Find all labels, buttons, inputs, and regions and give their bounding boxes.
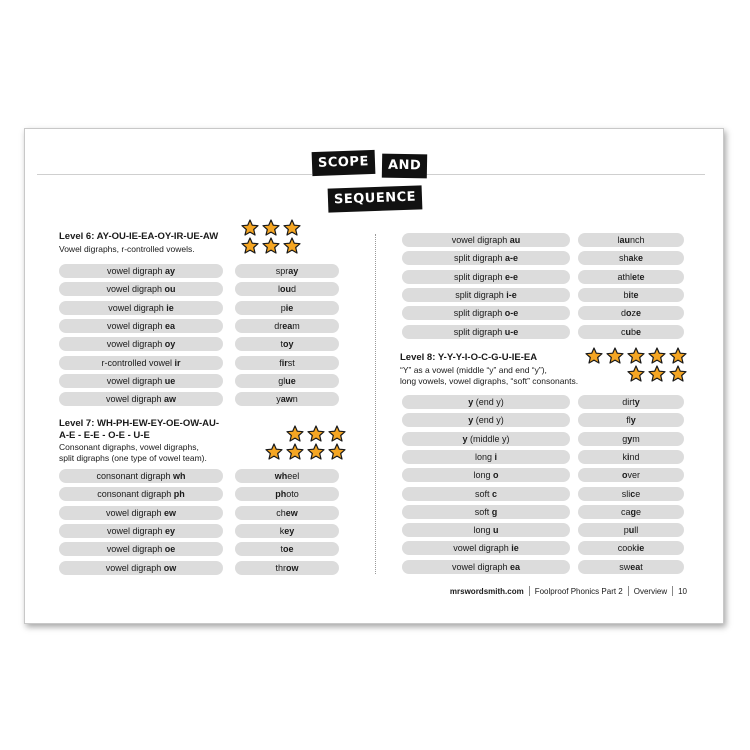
bold-grapheme: ie bbox=[636, 543, 645, 554]
bold-grapheme: u bbox=[625, 326, 631, 337]
example-word-pill bbox=[578, 487, 684, 501]
pill-text: sh bbox=[618, 253, 629, 264]
star-icon bbox=[627, 347, 645, 364]
star-icon bbox=[262, 237, 280, 254]
grapheme-pill bbox=[402, 288, 570, 302]
title-scope: SCOPE bbox=[312, 150, 376, 176]
pill-text: t bbox=[631, 289, 634, 300]
bold-grapheme: ea bbox=[282, 320, 293, 331]
grapheme-pill bbox=[59, 561, 223, 575]
pill-text: vowel digraph bbox=[106, 544, 165, 555]
bold-grapheme: ue bbox=[164, 375, 176, 386]
pill-text: vowel digraph bbox=[451, 235, 510, 245]
bold-grapheme: ew bbox=[164, 507, 177, 518]
bold-grapheme: ay bbox=[165, 266, 176, 276]
footer-page-number: 10 bbox=[678, 586, 687, 596]
example-word-pill bbox=[578, 395, 684, 409]
bold-grapheme: e-e bbox=[505, 271, 519, 282]
pill-text: (middle y) bbox=[467, 433, 510, 444]
example-word-pill bbox=[235, 356, 339, 370]
bold-grapheme: y bbox=[634, 397, 640, 407]
pill-text: split digraph bbox=[453, 253, 505, 264]
example-word-pill bbox=[578, 523, 684, 537]
bold-grapheme: ie bbox=[285, 302, 294, 313]
example-word-pill bbox=[235, 487, 339, 501]
level-6-description: Vowel digraphs, r-controlled vowels. bbox=[59, 244, 195, 254]
star-icon bbox=[648, 365, 666, 382]
grapheme-pill bbox=[402, 468, 570, 482]
star-icon bbox=[241, 219, 259, 236]
pill-text: y bbox=[276, 394, 281, 405]
pill-text: sli bbox=[621, 488, 631, 499]
pill-text: split digraph bbox=[453, 271, 505, 282]
pill-text: st bbox=[287, 357, 295, 368]
example-word-pill bbox=[235, 542, 339, 556]
grapheme-pill bbox=[59, 301, 223, 315]
column-divider bbox=[375, 234, 376, 574]
bold-grapheme: ay bbox=[288, 266, 299, 276]
footer-separator bbox=[628, 586, 629, 596]
pill-text: split digraph bbox=[453, 326, 505, 337]
pill-text: (end y) bbox=[473, 397, 504, 407]
pill-text: spr bbox=[275, 266, 289, 276]
bold-grapheme: ue bbox=[285, 375, 296, 386]
example-word-pill bbox=[578, 432, 684, 446]
level-8-description-line2: long vowels, vowel digraphs, “soft” consonants. bbox=[400, 376, 579, 386]
bold-grapheme: ph bbox=[275, 489, 287, 500]
grapheme-pill bbox=[402, 505, 570, 519]
grapheme-pill bbox=[402, 270, 570, 284]
bold-grapheme: ey bbox=[165, 525, 176, 536]
pill-text: b bbox=[623, 289, 629, 300]
pill-text: z bbox=[631, 308, 636, 319]
bold-grapheme: ow bbox=[286, 562, 299, 573]
bold-grapheme: i bbox=[628, 289, 631, 300]
pill-text: dirt bbox=[622, 397, 635, 407]
pill-text: r-controlled vowel bbox=[101, 357, 175, 368]
star-icon bbox=[262, 219, 280, 236]
bold-grapheme: a-e bbox=[505, 253, 519, 264]
title-and: AND bbox=[382, 154, 428, 179]
grapheme-pill bbox=[402, 233, 570, 247]
bold-grapheme: o bbox=[626, 308, 632, 319]
bold-grapheme: aw bbox=[280, 394, 293, 405]
star-icon bbox=[627, 365, 645, 382]
star-row bbox=[286, 425, 346, 442]
example-word-pill bbox=[235, 264, 339, 278]
bold-grapheme: o bbox=[493, 470, 499, 481]
grapheme-pill bbox=[59, 374, 223, 388]
star-icon bbox=[328, 425, 346, 442]
pill-text: c bbox=[620, 326, 626, 337]
bold-grapheme: ea bbox=[630, 561, 641, 572]
level-7-title-line1: Level 7: WH-PH-EW-EY-OE-OW-AU- bbox=[59, 418, 220, 429]
grapheme-pill bbox=[59, 469, 223, 483]
pill-text: vowel digraph bbox=[106, 320, 166, 331]
pill-text: t bbox=[640, 561, 643, 572]
bold-grapheme: g bbox=[630, 506, 636, 517]
bold-grapheme: ie bbox=[511, 543, 519, 554]
example-word-pill bbox=[578, 306, 684, 320]
document-page bbox=[24, 128, 724, 624]
pill-text: vowel digraph bbox=[108, 302, 167, 313]
grapheme-pill bbox=[402, 541, 570, 555]
bold-grapheme: u bbox=[493, 525, 499, 536]
pill-text: m bbox=[292, 320, 300, 331]
pill-text: vowel digraph bbox=[453, 543, 512, 554]
example-word-pill bbox=[578, 325, 684, 339]
example-word-pill bbox=[578, 505, 684, 519]
bold-grapheme: ir bbox=[174, 357, 181, 368]
pill-text: (end y) bbox=[473, 415, 504, 426]
pill-text: vowel digraph bbox=[106, 525, 166, 536]
footer-book-title: Foolproof Phonics Part 2 bbox=[534, 586, 623, 596]
pill-text: long bbox=[474, 451, 495, 462]
star-icon bbox=[669, 347, 687, 364]
example-word-pill bbox=[578, 450, 684, 464]
bold-grapheme: ey bbox=[284, 525, 295, 536]
bold-grapheme: e bbox=[638, 253, 644, 264]
bold-grapheme: e bbox=[636, 308, 642, 319]
grapheme-pill bbox=[59, 282, 223, 296]
pill-text: k bbox=[279, 525, 285, 536]
footer-separator bbox=[672, 586, 673, 596]
grapheme-pill bbox=[402, 450, 570, 464]
pill-text: p bbox=[280, 302, 286, 313]
bold-grapheme: aw bbox=[164, 394, 177, 405]
bold-grapheme: y bbox=[468, 415, 474, 426]
page-footer bbox=[450, 586, 687, 596]
bold-grapheme: wh bbox=[274, 471, 288, 481]
bold-grapheme: i bbox=[494, 451, 498, 462]
pill-text: dr bbox=[274, 320, 283, 331]
example-word-pill bbox=[235, 319, 339, 333]
bold-grapheme: ea bbox=[510, 561, 521, 572]
pill-text: soft bbox=[474, 488, 492, 499]
star-icon bbox=[265, 443, 283, 460]
grapheme-pill bbox=[402, 306, 570, 320]
bold-grapheme: y bbox=[627, 433, 633, 444]
bold-grapheme: ow bbox=[163, 562, 177, 573]
pill-text: long bbox=[473, 525, 494, 536]
pill-text: vowel digraph bbox=[451, 561, 511, 572]
bold-grapheme: ea bbox=[165, 320, 176, 331]
example-word-pill bbox=[235, 524, 339, 538]
pill-text: soft bbox=[474, 506, 492, 517]
pill-text: l bbox=[617, 235, 620, 245]
pill-text: p bbox=[623, 525, 629, 536]
star-icon bbox=[286, 443, 304, 460]
bold-grapheme: ou bbox=[164, 284, 176, 295]
pill-text: t bbox=[280, 544, 283, 555]
bold-grapheme: wh bbox=[173, 471, 186, 481]
pill-text: ca bbox=[620, 506, 631, 517]
bold-grapheme: c bbox=[492, 488, 498, 499]
pill-text: g bbox=[622, 433, 628, 444]
bold-grapheme: ou bbox=[279, 284, 291, 295]
grapheme-pill bbox=[59, 356, 223, 370]
pill-text: vowel digraph bbox=[105, 562, 164, 573]
pill-text: long bbox=[473, 470, 494, 481]
bold-grapheme: y bbox=[468, 397, 474, 407]
level-6-title: Level 6: AY-OU-IE-EA-OY-IR-UE-AW bbox=[59, 231, 219, 242]
star-row bbox=[241, 237, 301, 254]
pill-text: f bbox=[279, 357, 282, 368]
example-word-pill bbox=[578, 288, 684, 302]
grapheme-pill bbox=[402, 487, 570, 501]
grapheme-pill bbox=[402, 325, 570, 339]
level-8-title: Level 8: Y-Y-Y-I-O-C-G-U-IE-EA bbox=[400, 352, 538, 363]
grapheme-pill bbox=[402, 251, 570, 265]
grapheme-pill bbox=[402, 523, 570, 537]
pill-text: e bbox=[636, 506, 642, 517]
pill-text: cook bbox=[617, 543, 637, 554]
bold-grapheme: e bbox=[639, 271, 645, 282]
pill-text: split digraph bbox=[453, 308, 505, 319]
star-row bbox=[241, 219, 301, 236]
pill-text: gl bbox=[278, 375, 286, 386]
star-icon bbox=[648, 347, 666, 364]
grapheme-pill bbox=[402, 395, 570, 409]
level-8-description-line1: “Y” as a vowel (middle “y” and end “y”), bbox=[400, 365, 547, 375]
bold-grapheme: o-e bbox=[504, 308, 519, 319]
bold-grapheme: y bbox=[462, 433, 468, 444]
footer-section: Overview bbox=[633, 586, 668, 596]
pill-text: nd bbox=[629, 451, 640, 462]
example-word-pill bbox=[235, 561, 339, 575]
bold-grapheme: c bbox=[630, 488, 636, 499]
grapheme-pill bbox=[59, 524, 223, 538]
star-icon bbox=[585, 347, 603, 364]
example-word-pill bbox=[578, 251, 684, 265]
grapheme-pill bbox=[402, 560, 570, 574]
star-icon bbox=[669, 365, 687, 382]
pill-text: n bbox=[292, 394, 298, 405]
level-8-stars bbox=[585, 347, 687, 382]
example-word-pill bbox=[235, 374, 339, 388]
example-word-pill bbox=[578, 233, 684, 247]
grapheme-pill bbox=[59, 542, 223, 556]
example-word-pill bbox=[235, 301, 339, 315]
bold-grapheme: g bbox=[491, 506, 498, 517]
pill-text: k bbox=[622, 451, 627, 462]
grapheme-pill bbox=[59, 264, 223, 278]
example-word-pill bbox=[578, 560, 684, 574]
pill-text: oto bbox=[286, 489, 299, 500]
pill-text: vowel digraph bbox=[106, 266, 166, 276]
grapheme-pill bbox=[402, 432, 570, 446]
grapheme-pill bbox=[402, 413, 570, 427]
star-icon bbox=[286, 425, 304, 442]
example-word-pill bbox=[578, 541, 684, 555]
title-rule-left bbox=[37, 174, 312, 175]
bold-grapheme: o bbox=[621, 470, 628, 481]
example-word-pill bbox=[578, 468, 684, 482]
pill-text: thr bbox=[275, 562, 286, 573]
star-row bbox=[627, 365, 687, 382]
grapheme-pill bbox=[59, 337, 223, 351]
pill-text: ch bbox=[276, 507, 286, 518]
grapheme-pill bbox=[59, 506, 223, 520]
footer-separator bbox=[529, 586, 530, 596]
pill-text: eel bbox=[287, 471, 300, 481]
level-7-stars bbox=[265, 425, 346, 460]
bold-grapheme: e bbox=[633, 289, 639, 300]
bold-grapheme: y bbox=[630, 415, 636, 426]
bold-grapheme: oy bbox=[164, 339, 176, 350]
example-word-pill bbox=[235, 392, 339, 406]
star-icon bbox=[241, 237, 259, 254]
example-word-pill bbox=[578, 270, 684, 284]
grapheme-pill bbox=[59, 319, 223, 333]
bold-grapheme: oe bbox=[164, 544, 176, 555]
bold-grapheme: ph bbox=[173, 489, 185, 500]
pill-text: nch bbox=[630, 235, 645, 245]
example-word-pill bbox=[235, 337, 339, 351]
pill-text: consonant digraph bbox=[97, 489, 174, 500]
pill-text: t bbox=[280, 339, 283, 350]
bold-grapheme: ie bbox=[166, 302, 174, 313]
pill-text: m bbox=[632, 433, 640, 444]
pill-text: sw bbox=[619, 561, 631, 572]
bold-grapheme: ir bbox=[281, 357, 288, 368]
star-icon bbox=[307, 443, 325, 460]
star-icon bbox=[606, 347, 624, 364]
bold-grapheme: e bbox=[631, 271, 637, 282]
bold-grapheme: au bbox=[619, 235, 630, 245]
pill-text: fl bbox=[626, 415, 631, 426]
example-word-pill bbox=[578, 413, 684, 427]
level-6-stars bbox=[241, 219, 301, 254]
bold-grapheme: u-e bbox=[504, 326, 519, 337]
bold-grapheme: u bbox=[628, 525, 635, 536]
pill-text: b bbox=[630, 326, 636, 337]
pill-text: vowel digraph bbox=[105, 394, 165, 405]
bold-grapheme: a bbox=[628, 253, 634, 264]
bold-grapheme: au bbox=[509, 235, 521, 245]
bold-grapheme: oe bbox=[283, 544, 294, 555]
footer-brand: mrswordsmith.com bbox=[449, 586, 524, 596]
pill-text: e bbox=[635, 488, 641, 499]
pill-text: vowel digraph bbox=[106, 339, 165, 350]
pill-text: ll bbox=[634, 525, 639, 536]
title-sequence: SEQUENCE bbox=[328, 185, 423, 212]
pill-text: l bbox=[277, 284, 280, 295]
pill-text: k bbox=[633, 253, 638, 264]
pill-text: vowel digraph bbox=[105, 507, 165, 518]
bold-grapheme: oy bbox=[283, 339, 294, 350]
example-word-pill bbox=[235, 282, 339, 296]
pill-text: d bbox=[620, 308, 626, 319]
pill-text: split digraph bbox=[455, 289, 507, 300]
level-7-title-line2: A-E - E-E - O-E - U-E bbox=[59, 430, 150, 441]
bold-grapheme: i-e bbox=[506, 289, 517, 300]
bold-grapheme: ew bbox=[285, 507, 298, 518]
pill-text: athl bbox=[617, 271, 632, 282]
star-icon bbox=[283, 219, 301, 236]
bold-grapheme: i bbox=[626, 451, 630, 462]
example-word-pill bbox=[235, 506, 339, 520]
pill-text: t bbox=[637, 271, 640, 282]
pill-text: vowel digraph bbox=[106, 375, 165, 386]
star-row bbox=[585, 347, 687, 364]
pill-text: vowel digraph bbox=[106, 284, 165, 295]
grapheme-pill bbox=[59, 487, 223, 501]
star-icon bbox=[307, 425, 325, 442]
pill-text: ver bbox=[627, 470, 640, 481]
grapheme-pill bbox=[59, 392, 223, 406]
star-icon bbox=[283, 237, 301, 254]
title-rule-right bbox=[425, 174, 705, 175]
level-7-description-line2: split digraphs (one type of vowel team). bbox=[59, 453, 207, 463]
example-word-pill bbox=[235, 469, 339, 483]
level-7-description-line1: Consonant digraphs, vowel digraphs, bbox=[59, 442, 199, 452]
pill-text: d bbox=[290, 284, 296, 295]
pill-text: consonant digraph bbox=[96, 471, 174, 481]
star-row bbox=[265, 443, 346, 460]
star-icon bbox=[328, 443, 346, 460]
bold-grapheme: e bbox=[636, 326, 642, 337]
